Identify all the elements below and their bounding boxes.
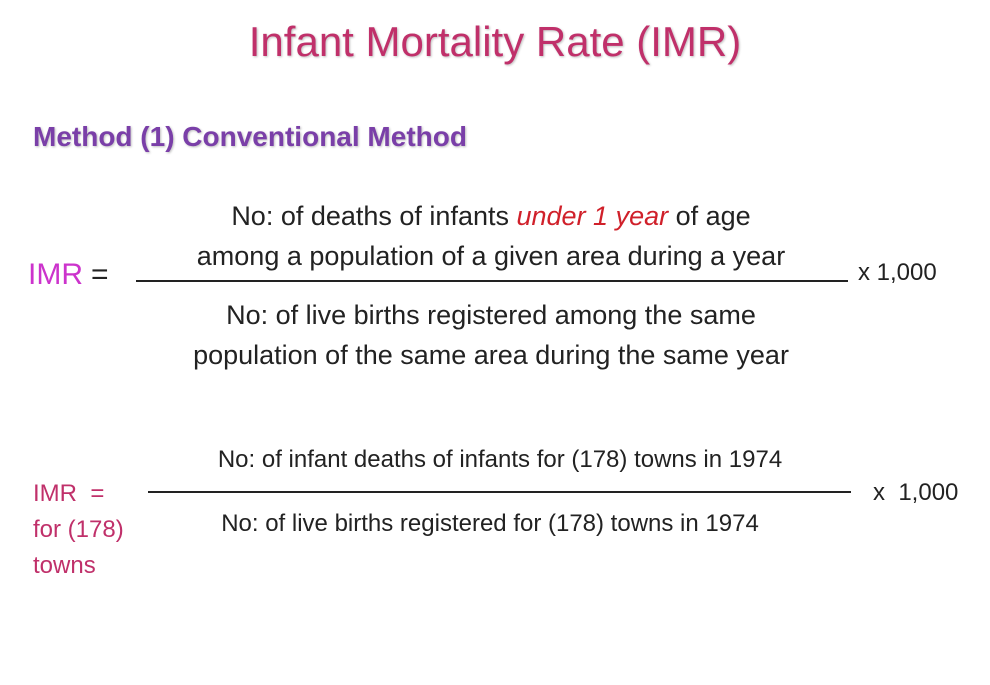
formula2-lhs-line2: for (178) <box>33 516 124 543</box>
formula2-numerator: No: of infant deaths of infants for (178) towns in 1974 <box>217 446 783 473</box>
formula1-multiplier: x 1,000 <box>858 259 937 286</box>
formula1-imr-label: IMR <box>28 258 83 291</box>
formula2-lhs-line3: towns <box>33 552 96 579</box>
formula1-numerator-text-before: No: of deaths of infants <box>231 201 517 231</box>
method-heading: Method (1) Conventional Method <box>33 121 467 152</box>
formula1-numerator-line2: among a population of a given area during a year <box>196 241 786 271</box>
formula1-numerator-text-after: of age <box>668 201 751 231</box>
formula2-lhs-line1: IMR = <box>33 480 105 507</box>
formula2-denominator: No: of live births registered for (178) towns in 1974 <box>221 510 759 537</box>
formula2-multiplier: x 1,000 <box>873 479 959 506</box>
formula1-lhs <box>28 258 109 292</box>
slide-title: Infant Mortality Rate (IMR) <box>248 18 742 65</box>
formula1-denominator-line1: No: of live births registered among the same <box>226 300 756 330</box>
formula2-lhs <box>33 476 124 584</box>
formula1-equals-sign: = <box>91 258 109 291</box>
formula1-numerator <box>136 196 846 276</box>
formula1-fraction-bar <box>136 280 848 282</box>
formula1-numerator-highlight: under 1 year <box>516 201 669 231</box>
formula2-fraction-bar <box>148 491 851 493</box>
formula1-numerator-line1 <box>136 196 846 236</box>
formula1-denominator <box>136 295 846 375</box>
formula1-denominator-line2: population of the same area during the same year <box>193 340 789 370</box>
